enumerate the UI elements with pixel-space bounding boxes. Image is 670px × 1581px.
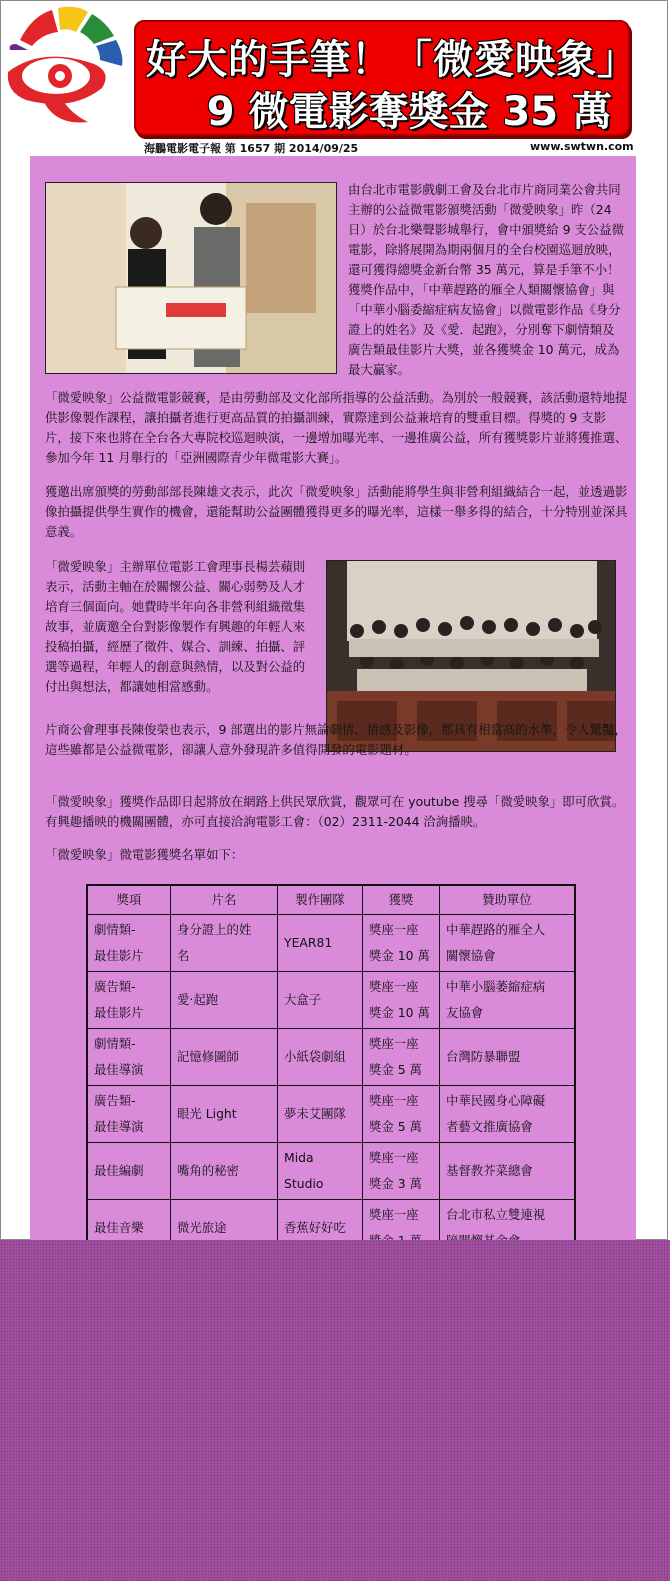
table-cell-film: 愛‧起跑 [171, 972, 278, 1029]
table-cell-sponsor: 台灣防暴聯盟 [440, 1029, 576, 1086]
table-row [87, 1029, 575, 1086]
article-paragraph-4: 「微愛映象」主辦單位電影工會理事長楊芸蘋則表示，活動主軸在於關懷公益、關心弱勢及人才培育三個面向。她費時半年向各非營利組織徵集故事，並廣邀全台對影像製作有興趣的年輕人來投稿拍攝，經歷了徵件、媒合、訓練、拍攝、評選等過程，年輕人的創意與熱情，以及對公益的付出與想法，都讓她相當感動。 [45, 559, 306, 694]
award-ceremony-photo [45, 182, 337, 374]
table-cell-team: YEAR81 [278, 915, 363, 972]
table-cell-sponsor: 中華趕路的雁全人 關懷協會 [440, 915, 576, 972]
table-cell-team: 香蕉好好吃 [278, 1200, 363, 1257]
table-cell-film: 嘴角的秘密 [171, 1143, 278, 1200]
column-header: 製作團隊 [278, 885, 363, 915]
table-cell-prize: 獎座一座 獎金 5 萬 [363, 1029, 440, 1086]
table-cell-award: 劇情類- 最佳影片 [87, 915, 171, 972]
table-cell-team: Mida Studio [278, 1143, 363, 1200]
table-cell-team: 大盒子 [278, 972, 363, 1029]
newsletter-logo [2, 2, 132, 130]
column-header: 片名 [171, 885, 278, 915]
table-cell-prize: 獎座一座 獎金 3 萬 [363, 1143, 440, 1200]
article-paragraph-6: 「微愛映象」獲獎作品即日起將放在網路上供民眾欣賞，觀眾可在 youtube 搜尋「微愛映象」即可欣賞。有興趣播映的機關團體，亦可直接洽詢電影工會：（02）2311-2044 洽詢播映。 [45, 794, 625, 829]
table-cell-sponsor: 基督教芥菜總會 [440, 1143, 576, 1200]
article-paragraph-5: 片商公會理事長陳俊榮也表示，9 部選出的影片無論劇情、情感及影像，都具有相當高的水準，令人驚豔，這些雖都是公益微電影，卻讓人意外發現許多值得開發的電影題材。 [45, 722, 627, 757]
table-cell-award: 最佳音樂 [87, 1200, 171, 1257]
column-header: 獎項 [87, 885, 171, 915]
table-header-row [87, 885, 575, 915]
table-cell-film: 身分證上的姓 名 [171, 915, 278, 972]
table-cell-prize: 獎座一座 [363, 1200, 440, 1257]
headline-banner [134, 20, 638, 136]
table-cell-award: 廣告類- 最佳導演 [87, 1086, 171, 1143]
headline-line-2: 9 微電影奪獎金 35 萬 [206, 89, 612, 135]
table-cell-award: 廣告類- 最佳影片 [87, 972, 171, 1029]
table-cell-prize: 獎座一座 獎金 10 萬 [363, 915, 440, 972]
table-cell-award: 劇情類- 最佳導演 [87, 1029, 171, 1086]
table-row [87, 1086, 575, 1143]
article-paragraph-1: 由台北市電影戲劇工會及台北市片商同業公會共同主辦的公益微電影頒獎活動「微愛映象」昨（24 日）於台北樂聲影城舉行，會中頒獎給 9 支公益微電影，除將展開為期兩個月的全台校園巡迴放映，還可獲得總獎金新台幣 35 萬元，算是手筆不小！獲獎作品中，「中華趕路的雁全人類關懷協會」與「中華小腦委縮症病友協會」以微電影作品《身分證上的姓名》及《愛．起跑》，分別奪下劇情類及廣告類最佳影片大獎，並各獲獎金 10 萬元，成為最大贏家。 [348, 182, 624, 377]
table-cell-prize: 獎座一座 獎金 10 萬 [363, 972, 440, 1029]
column-header: 贊助單位 [440, 885, 576, 915]
table-cell-sponsor: 台北市私立雙連視 [440, 1200, 576, 1257]
table-row [87, 972, 575, 1029]
issue-info: 海鵬電影電子報 第 1657 期 2014/09/25 [144, 142, 359, 155]
table-cell-award: 最佳編劇 [87, 1143, 171, 1200]
award-table [86, 884, 576, 1269]
table-row [87, 915, 575, 972]
column-header: 獲獎 [363, 885, 440, 915]
table-cell-team: 小紙袋劇組 [278, 1029, 363, 1086]
table-cell-film: 微光旅途 [171, 1200, 278, 1257]
table-cell-film: 記憶修圖師 [171, 1029, 278, 1086]
table-cell-sponsor: 中華小腦萎縮症病 友協會 [440, 972, 576, 1029]
article-paragraph-3: 獲邀出席頒獎的勞動部部長陳雄文表示，此次「微愛映象」活動能將學生與非營利組織結合一起，並透過影像拍攝提供學生實作的機會，還能幫助公益團體獲得更多的曝光率，這樣一舉多得的結合，十分特別並深具意義。 [45, 484, 628, 539]
table-cell-film: 眼光 Light [171, 1086, 278, 1143]
table-cell-sponsor: 中華民國身心障礙 者藝文推廣協會 [440, 1086, 576, 1143]
website-link[interactable]: www.swtwn.com [530, 140, 634, 153]
award-list-heading: 「微愛映象」微電影獲獎名單如下： [45, 847, 244, 862]
article-paragraph-2: 「微愛映象」公益微電影競賽，是由勞動部及文化部所指導的公益活動。為別於一般競賽，該活動還特地提供影像製作課程，讓拍攝者進行更高品質的拍攝訓練，實際達到公益兼培育的雙重目標。得獎的 9 支影片，接下來也將在全台各大專院校巡迴映演，一邊增加曝光率、一邊推廣公益，所有獲獎影片並將獲推選、參加今年 11 月舉行的「亞洲國際青少年微電影大賽」。 [45, 390, 628, 465]
table-row [87, 1143, 575, 1200]
table-cell-prize: 獎座一座 獎金 5 萬 [363, 1086, 440, 1143]
bottom-background [0, 1240, 670, 1581]
headline-line-1: 好大的手筆！「微愛映象」 [146, 37, 638, 83]
table-cell-team: 夢未艾團隊 [278, 1086, 363, 1143]
